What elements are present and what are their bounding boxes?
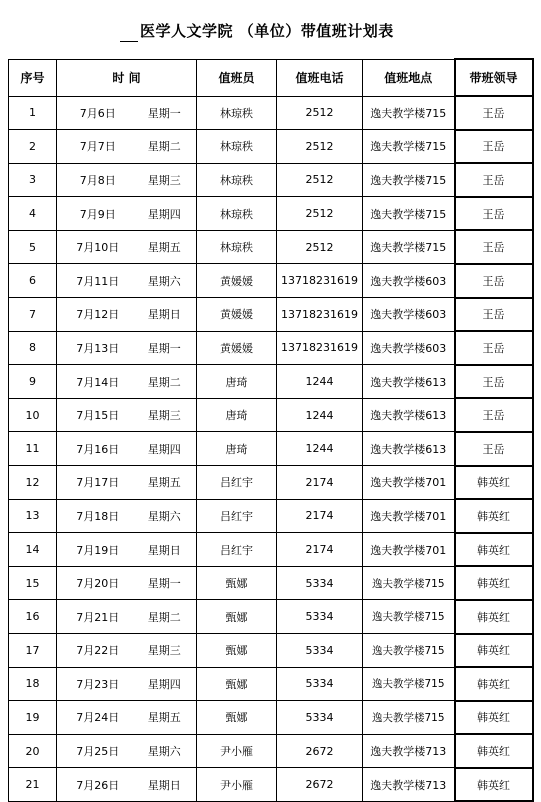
row-phone: 2174 — [277, 533, 363, 567]
row-weekday: 星期三 — [127, 634, 197, 668]
table-row — [9, 734, 533, 768]
row-leader: 王岳 — [455, 398, 533, 432]
row-date: 7月17日 — [57, 466, 127, 500]
row-date: 7月25日 — [57, 734, 127, 768]
row-place: 逸夫教学楼613 — [363, 432, 455, 466]
row-number: 11 — [9, 432, 57, 466]
table-row — [9, 499, 533, 533]
row-leader: 王岳 — [455, 365, 533, 399]
header-leader: 带班领导 — [455, 59, 533, 96]
row-phone: 2512 — [277, 96, 363, 130]
row-staff: 吕红宇 — [197, 533, 277, 567]
row-staff: 唐琦 — [197, 365, 277, 399]
row-phone: 2512 — [277, 130, 363, 164]
row-number: 21 — [9, 768, 57, 802]
row-number: 13 — [9, 499, 57, 533]
row-date: 7月19日 — [57, 533, 127, 567]
row-staff: 唐琦 — [197, 398, 277, 432]
row-phone: 5334 — [277, 634, 363, 668]
table-row — [9, 130, 533, 164]
row-date: 7月15日 — [57, 398, 127, 432]
table-row — [9, 566, 533, 600]
row-number: 16 — [9, 600, 57, 634]
row-number: 3 — [9, 163, 57, 197]
row-leader: 王岳 — [455, 298, 533, 332]
row-staff: 林琼秩 — [197, 130, 277, 164]
row-staff: 甄娜 — [197, 600, 277, 634]
row-place: 逸夫教学楼715 — [363, 566, 455, 600]
row-date: 7月13日 — [57, 331, 127, 365]
row-leader: 韩英红 — [455, 566, 533, 600]
table-row — [9, 432, 533, 466]
row-weekday: 星期三 — [127, 398, 197, 432]
duty-schedule-table — [8, 58, 534, 802]
table-row — [9, 163, 533, 197]
row-weekday: 星期二 — [127, 130, 197, 164]
row-place: 逸夫教学楼715 — [363, 130, 455, 164]
row-phone: 2174 — [277, 499, 363, 533]
row-phone: 2672 — [277, 734, 363, 768]
row-date: 7月18日 — [57, 499, 127, 533]
row-number: 8 — [9, 331, 57, 365]
row-leader: 王岳 — [455, 96, 533, 130]
header-place: 值班地点 — [363, 59, 455, 96]
row-staff: 吕红宇 — [197, 499, 277, 533]
row-staff: 甄娜 — [197, 701, 277, 735]
row-date: 7月9日 — [57, 197, 127, 231]
row-leader: 韩英红 — [455, 533, 533, 567]
row-staff: 甄娜 — [197, 566, 277, 600]
row-leader: 韩英红 — [455, 768, 533, 802]
row-weekday: 星期四 — [127, 197, 197, 231]
table-row — [9, 365, 533, 399]
table-row — [9, 701, 533, 735]
row-place: 逸夫教学楼715 — [363, 96, 455, 130]
row-phone: 13718231619 — [277, 298, 363, 332]
row-date: 7月10日 — [57, 230, 127, 264]
row-place: 逸夫教学楼715 — [363, 634, 455, 668]
header-phone: 值班电话 — [277, 59, 363, 96]
row-weekday: 星期日 — [127, 298, 197, 332]
row-place: 逸夫教学楼715 — [363, 600, 455, 634]
row-weekday: 星期五 — [127, 230, 197, 264]
row-number: 20 — [9, 734, 57, 768]
row-staff: 黄媛媛 — [197, 264, 277, 298]
row-weekday: 星期六 — [127, 499, 197, 533]
row-staff: 甄娜 — [197, 667, 277, 701]
row-weekday: 星期三 — [127, 163, 197, 197]
row-place: 逸夫教学楼701 — [363, 499, 455, 533]
row-phone: 13718231619 — [277, 264, 363, 298]
table-row — [9, 600, 533, 634]
row-leader: 韩英红 — [455, 734, 533, 768]
row-number: 19 — [9, 701, 57, 735]
row-staff: 黄媛媛 — [197, 331, 277, 365]
row-weekday: 星期六 — [127, 264, 197, 298]
row-staff: 吕红宇 — [197, 466, 277, 500]
row-weekday: 星期四 — [127, 432, 197, 466]
row-leader: 王岳 — [455, 331, 533, 365]
row-number: 1 — [9, 96, 57, 130]
row-place: 逸夫教学楼715 — [363, 197, 455, 231]
row-number: 4 — [9, 197, 57, 231]
row-place: 逸夫教学楼603 — [363, 264, 455, 298]
row-date: 7月7日 — [57, 130, 127, 164]
row-date: 7月20日 — [57, 566, 127, 600]
row-leader: 韩英红 — [455, 667, 533, 701]
row-leader: 韩英红 — [455, 701, 533, 735]
row-number: 6 — [9, 264, 57, 298]
row-weekday: 星期五 — [127, 466, 197, 500]
row-place: 逸夫教学楼713 — [363, 768, 455, 802]
row-number: 9 — [9, 365, 57, 399]
row-weekday: 星期五 — [127, 701, 197, 735]
row-staff: 唐琦 — [197, 432, 277, 466]
row-number: 15 — [9, 566, 57, 600]
row-staff: 林琼秩 — [197, 163, 277, 197]
row-leader: 韩英红 — [455, 634, 533, 668]
table-row — [9, 331, 533, 365]
row-place: 逸夫教学楼613 — [363, 365, 455, 399]
row-date: 7月16日 — [57, 432, 127, 466]
row-number: 12 — [9, 466, 57, 500]
row-date: 7月24日 — [57, 701, 127, 735]
row-phone: 1244 — [277, 432, 363, 466]
row-weekday: 星期二 — [127, 600, 197, 634]
row-number: 10 — [9, 398, 57, 432]
row-number: 17 — [9, 634, 57, 668]
row-place: 逸夫教学楼715 — [363, 230, 455, 264]
row-date: 7月21日 — [57, 600, 127, 634]
table-row — [9, 197, 533, 231]
row-phone: 5334 — [277, 667, 363, 701]
row-leader: 韩英红 — [455, 600, 533, 634]
row-staff: 尹小雁 — [197, 768, 277, 802]
row-place: 逸夫教学楼715 — [363, 163, 455, 197]
row-staff: 林琼秩 — [197, 96, 277, 130]
row-number: 2 — [9, 130, 57, 164]
row-weekday: 星期六 — [127, 734, 197, 768]
table-row — [9, 264, 533, 298]
row-staff: 尹小雁 — [197, 734, 277, 768]
row-weekday: 星期一 — [127, 566, 197, 600]
table-row — [9, 298, 533, 332]
row-weekday: 星期日 — [127, 768, 197, 802]
row-place: 逸夫教学楼715 — [363, 701, 455, 735]
row-place: 逸夫教学楼603 — [363, 331, 455, 365]
title-underline — [120, 41, 138, 42]
row-number: 7 — [9, 298, 57, 332]
table-row — [9, 533, 533, 567]
table-row — [9, 96, 533, 130]
table-row — [9, 230, 533, 264]
header-staff: 值班员 — [197, 59, 277, 96]
table-row — [9, 398, 533, 432]
row-leader: 韩英红 — [455, 466, 533, 500]
row-phone: 2512 — [277, 197, 363, 231]
row-weekday: 星期一 — [127, 96, 197, 130]
row-leader: 韩英红 — [455, 499, 533, 533]
row-weekday: 星期一 — [127, 331, 197, 365]
row-phone: 2174 — [277, 466, 363, 500]
row-date: 7月11日 — [57, 264, 127, 298]
table-row — [9, 634, 533, 668]
row-number: 14 — [9, 533, 57, 567]
page-title: 医学人文学院 （单位）带值班计划表 — [140, 22, 394, 40]
row-phone: 5334 — [277, 600, 363, 634]
row-staff: 黄媛媛 — [197, 298, 277, 332]
row-date: 7月12日 — [57, 298, 127, 332]
table-row — [9, 466, 533, 500]
row-phone: 13718231619 — [277, 331, 363, 365]
table-row — [9, 768, 533, 802]
row-number: 18 — [9, 667, 57, 701]
header-time: 时 间 — [57, 59, 197, 96]
row-leader: 王岳 — [455, 264, 533, 298]
row-date: 7月8日 — [57, 163, 127, 197]
row-weekday: 星期日 — [127, 533, 197, 567]
row-phone: 5334 — [277, 566, 363, 600]
row-phone: 5334 — [277, 701, 363, 735]
row-staff: 林琼秩 — [197, 230, 277, 264]
row-phone: 1244 — [277, 398, 363, 432]
row-place: 逸夫教学楼603 — [363, 298, 455, 332]
row-place: 逸夫教学楼701 — [363, 466, 455, 500]
row-place: 逸夫教学楼613 — [363, 398, 455, 432]
row-place: 逸夫教学楼713 — [363, 734, 455, 768]
row-leader: 王岳 — [455, 197, 533, 231]
row-date: 7月23日 — [57, 667, 127, 701]
row-staff: 林琼秩 — [197, 197, 277, 231]
row-date: 7月14日 — [57, 365, 127, 399]
header-no: 序号 — [9, 59, 57, 96]
row-leader: 王岳 — [455, 432, 533, 466]
row-leader: 王岳 — [455, 230, 533, 264]
row-weekday: 星期四 — [127, 667, 197, 701]
row-phone: 2512 — [277, 230, 363, 264]
row-number: 5 — [9, 230, 57, 264]
document-title — [0, 18, 541, 46]
row-phone: 2512 — [277, 163, 363, 197]
row-date: 7月26日 — [57, 768, 127, 802]
row-staff: 甄娜 — [197, 634, 277, 668]
row-place: 逸夫教学楼701 — [363, 533, 455, 567]
row-phone: 2672 — [277, 768, 363, 802]
row-phone: 1244 — [277, 365, 363, 399]
row-leader: 王岳 — [455, 130, 533, 164]
row-weekday: 星期二 — [127, 365, 197, 399]
row-date: 7月6日 — [57, 96, 127, 130]
table-header-row — [9, 59, 533, 96]
table-row — [9, 667, 533, 701]
row-leader: 王岳 — [455, 163, 533, 197]
row-place: 逸夫教学楼715 — [363, 667, 455, 701]
row-date: 7月22日 — [57, 634, 127, 668]
